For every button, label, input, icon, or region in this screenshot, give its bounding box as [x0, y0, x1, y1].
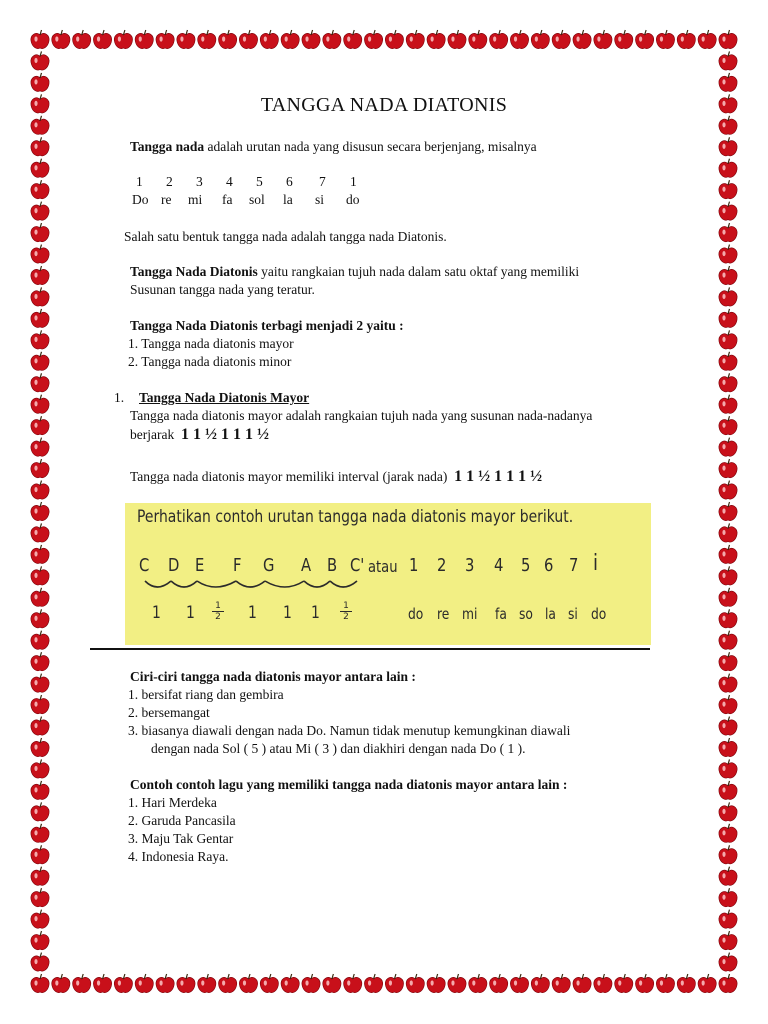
apple-icon: [719, 266, 737, 285]
scale-syllable: la: [545, 605, 556, 623]
note-number: 6: [286, 174, 293, 189]
diatonis-intro: Salah satu bentuk tangga nada adalah tangga nada Diatonis.: [124, 229, 447, 244]
apple-icon: [52, 974, 70, 993]
note-number: 1: [350, 174, 357, 189]
note-number: 2: [166, 174, 173, 189]
note-number: 3: [196, 174, 203, 189]
apple-icon: [31, 695, 49, 714]
apple-icon: [73, 974, 91, 993]
apple-icon: [719, 502, 737, 521]
apple-icon: [31, 974, 49, 993]
apple-icon: [719, 566, 737, 585]
ciri-heading: Ciri-ciri tangga nada diatonis mayor antara lain :: [130, 669, 416, 684]
mayor-berjarak: berjarak: [130, 427, 175, 442]
note-number: 1: [136, 174, 143, 189]
apple-icon: [552, 974, 570, 993]
apple-icon: [260, 30, 278, 49]
apple-icon: [31, 888, 49, 907]
apple-icon: [198, 974, 216, 993]
fraction-numerator: 1: [212, 601, 224, 612]
apple-icon: [719, 373, 737, 392]
intro-paragraph: [130, 138, 537, 156]
apple-icon: [594, 30, 612, 49]
apple-icon: [364, 974, 382, 993]
scale-digit: 5: [521, 555, 531, 576]
apple-icon: [31, 73, 49, 92]
example-box: [125, 503, 651, 645]
scale-letter: E: [195, 555, 205, 576]
interval-whole: 1: [186, 603, 195, 623]
apple-icon: [719, 974, 737, 993]
scale-syllable: do: [408, 605, 424, 623]
apple-icon: [427, 30, 445, 49]
apple-icon: [719, 245, 737, 264]
scale-digit: 7: [569, 555, 579, 576]
apple-icon: [719, 30, 737, 49]
fraction-denominator: 2: [215, 612, 221, 622]
apple-icon: [31, 953, 49, 972]
apple-icon: [719, 674, 737, 693]
fraction-denominator: 2: [343, 612, 349, 622]
apple-icon: [31, 459, 49, 478]
apple-icon: [719, 545, 737, 564]
scale-letter: C': [350, 555, 365, 576]
scale-letter: B: [327, 555, 338, 576]
apple-icon: [719, 330, 737, 349]
apple-icon: [31, 330, 49, 349]
definition-term: Tangga Nada Diatonis: [130, 264, 258, 279]
apple-icon: [719, 953, 737, 972]
apple-icon: [302, 974, 320, 993]
apple-icon: [364, 30, 382, 49]
apple-icon: [31, 631, 49, 650]
fraction-numerator: 1: [340, 601, 352, 612]
mayor-intervals: 1 1 ½ 1 1 1 ½: [180, 426, 269, 443]
apple-icon: [719, 888, 737, 907]
song-item: 1. Hari Merdeka: [128, 795, 217, 810]
apple-icon: [31, 137, 49, 156]
apple-icon: [719, 631, 737, 650]
intro-text: adalah urutan nada yang disusun secara berjenjang, misalnya: [204, 139, 537, 154]
apple-icon: [239, 974, 257, 993]
ciri-item: 1. bersifat riang dan gembira: [128, 687, 284, 702]
apple-icon: [31, 51, 49, 70]
apple-icon: [719, 931, 737, 950]
atau-label: atau: [368, 557, 398, 576]
apple-icon: [31, 738, 49, 757]
apple-icon: [719, 695, 737, 714]
apple-icon: [31, 245, 49, 264]
note-number: 4: [226, 174, 233, 189]
scale-syllable: do: [591, 605, 607, 623]
apple-icon: [552, 30, 570, 49]
mayor-number: 1.: [114, 390, 125, 405]
interval-arcs: [143, 577, 365, 597]
apple-icon: [510, 30, 528, 49]
apple-icon: [31, 652, 49, 671]
scale-digit: 6: [544, 555, 554, 576]
apple-icon: [490, 30, 508, 49]
apple-icon: [281, 30, 299, 49]
apple-icon: [31, 481, 49, 500]
note-number: 7: [319, 174, 326, 189]
apple-icon: [31, 30, 49, 49]
scale-syllable: mi: [462, 605, 478, 623]
scale-digit: 4: [494, 555, 504, 576]
song-item: 4. Indonesia Raya.: [128, 849, 229, 864]
apple-icon: [573, 974, 591, 993]
definition-text: yaitu rangkaian tujuh nada dalam satu oktaf yang memiliki: [257, 264, 580, 279]
apple-icon: [31, 609, 49, 628]
apple-icon: [406, 974, 424, 993]
apple-icon: [531, 30, 549, 49]
apple-icon: [31, 266, 49, 285]
scale-letter: F: [233, 555, 242, 576]
scale-syllable: fa: [495, 605, 507, 623]
apple-icon: [302, 30, 320, 49]
apple-icon: [31, 674, 49, 693]
apple-icon: [31, 910, 49, 929]
apple-icon: [31, 824, 49, 843]
apple-icon: [719, 395, 737, 414]
contoh-heading: Contoh contoh lagu yang memiliki tangga nada diatonis mayor antara lain :: [130, 777, 568, 792]
apple-icon: [719, 781, 737, 800]
apple-icon: [677, 30, 695, 49]
note-solfege: re: [161, 192, 172, 207]
apple-icon: [31, 223, 49, 242]
apple-icon: [573, 30, 591, 49]
note-number: 5: [256, 174, 263, 189]
interval-half: [340, 601, 352, 622]
scale-letter: C: [139, 555, 150, 576]
apple-icon: [31, 867, 49, 886]
apple-icon: [31, 438, 49, 457]
apple-icon: [239, 30, 257, 49]
apple-icon: [719, 588, 737, 607]
apple-icon: [719, 223, 737, 242]
apple-icon: [31, 287, 49, 306]
apple-icon: [719, 309, 737, 328]
apple-icon: [656, 30, 674, 49]
apple-icon: [719, 652, 737, 671]
apple-icon: [31, 416, 49, 435]
interval-line: [130, 468, 542, 486]
apple-icon: [93, 974, 111, 993]
apple-icon: [719, 523, 737, 542]
ciri-item: 2. bersemangat: [128, 705, 210, 720]
scale-digit-high-do: i: [593, 551, 599, 576]
apple-icon: [719, 438, 737, 457]
apple-icon: [719, 910, 737, 929]
apple-icon: [594, 974, 612, 993]
note-solfege: si: [315, 192, 325, 207]
apple-icon: [31, 159, 49, 178]
apple-icon: [135, 974, 153, 993]
scale-letter: D: [168, 555, 180, 576]
section-divider: [90, 648, 650, 650]
scale-letter: A: [301, 555, 312, 576]
mayor-definition: Tangga nada diatonis mayor adalah rangkaian tujuh nada yang susunan nada-nadanya: [130, 408, 593, 423]
song-item: 3. Maju Tak Gentar: [128, 831, 234, 846]
apple-icon: [719, 717, 737, 736]
apple-icon: [31, 588, 49, 607]
scale-syllable: so: [519, 605, 533, 623]
apple-icon: [510, 974, 528, 993]
apple-icon: [31, 502, 49, 521]
scale-letter: G: [263, 555, 275, 576]
division-heading: Tangga Nada Diatonis terbagi menjadi 2 yaitu :: [130, 318, 404, 333]
apple-icon: [31, 180, 49, 199]
note-solfege: la: [283, 192, 293, 207]
interval-values: 1 1 ½ 1 1 1 ½: [454, 468, 543, 485]
apple-icon: [281, 974, 299, 993]
apple-icon: [698, 30, 716, 49]
apple-icon: [31, 202, 49, 221]
interval-half: [212, 601, 224, 622]
apple-icon: [719, 73, 737, 92]
apple-icon: [31, 545, 49, 564]
apple-icon: [156, 30, 174, 49]
apple-icon: [31, 395, 49, 414]
example-heading: Perhatikan contoh urutan tangga nada diatonis mayor berikut.: [137, 507, 574, 527]
apple-icon: [344, 30, 362, 49]
ciri-item-continuation: dengan nada Sol ( 5 ) atau Mi ( 3 ) dan diakhiri dengan nada Do ( 1 ).: [151, 741, 526, 756]
mayor-heading: Tangga Nada Diatonis Mayor: [139, 390, 310, 405]
apple-icon: [719, 459, 737, 478]
apple-icon: [615, 30, 633, 49]
apple-icon: [698, 974, 716, 993]
song-item: 2. Garuda Pancasila: [128, 813, 236, 828]
intro-term: Tangga nada: [130, 139, 205, 154]
apple-icon: [31, 845, 49, 864]
apple-icon: [448, 974, 466, 993]
apple-icon: [31, 759, 49, 778]
apple-icon: [177, 30, 195, 49]
apple-icon: [31, 373, 49, 392]
note-solfege: sol: [249, 192, 265, 207]
interval-whole: 1: [152, 603, 161, 623]
apple-icon: [31, 352, 49, 371]
apple-icon: [469, 30, 487, 49]
apple-icon: [219, 974, 237, 993]
apple-icon: [31, 931, 49, 950]
division-item: 1. Tangga nada diatonis mayor: [128, 336, 294, 351]
interval-whole: 1: [248, 603, 257, 623]
apple-icon: [260, 974, 278, 993]
interval-text: Tangga nada diatonis mayor memiliki interval (jarak nada): [130, 469, 448, 484]
apple-icon: [719, 287, 737, 306]
note-solfege: Do: [132, 192, 149, 207]
apple-icon: [427, 974, 445, 993]
division-item: 2. Tangga nada diatonis minor: [128, 354, 292, 369]
scale-syllable: si: [568, 605, 578, 623]
apple-icon: [719, 352, 737, 371]
apple-icon: [344, 974, 362, 993]
apple-icon: [323, 30, 341, 49]
apple-icon: [406, 30, 424, 49]
apple-icon: [635, 30, 653, 49]
definition-line-2: Susunan tangga nada yang teratur.: [130, 282, 315, 297]
apple-icon: [31, 523, 49, 542]
apple-icon: [719, 824, 737, 843]
scale-digit: 1: [409, 555, 419, 576]
apple-icon: [114, 974, 132, 993]
interval-whole: 1: [311, 603, 320, 623]
apple-icon: [114, 30, 132, 49]
interval-whole: 1: [283, 603, 292, 623]
apple-icon: [719, 738, 737, 757]
apple-icon: [719, 137, 737, 156]
apple-icon: [385, 974, 403, 993]
apple-icon: [135, 30, 153, 49]
apple-icon: [719, 609, 737, 628]
apple-icon: [219, 30, 237, 49]
apple-icon: [656, 974, 674, 993]
apple-icon: [635, 974, 653, 993]
apple-icon: [719, 416, 737, 435]
apple-icon: [719, 180, 737, 199]
apple-icon: [677, 974, 695, 993]
apple-icon: [385, 30, 403, 49]
apple-icon: [52, 30, 70, 49]
apple-icon: [198, 30, 216, 49]
definition-line-1: [130, 263, 579, 281]
apple-icon: [719, 159, 737, 178]
page-title: TANGGA NADA DIATONIS: [260, 94, 508, 116]
note-solfege: do: [346, 192, 360, 207]
apple-icon: [719, 867, 737, 886]
apple-icon: [177, 974, 195, 993]
apple-icon: [719, 481, 737, 500]
apple-icon: [31, 781, 49, 800]
apple-icon: [719, 802, 737, 821]
apple-icon: [31, 566, 49, 585]
apple-icon: [719, 759, 737, 778]
scale-digit: 3: [465, 555, 475, 576]
mayor-interval-line: [130, 426, 269, 444]
apple-icon: [719, 51, 737, 70]
apple-icon: [531, 974, 549, 993]
note-solfege: fa: [222, 192, 233, 207]
apple-icon: [490, 974, 508, 993]
ciri-item: 3. biasanya diawali dengan nada Do. Namun tidak menutup kemungkinan diawali: [128, 723, 571, 738]
apple-icon: [469, 974, 487, 993]
apple-icon: [719, 116, 737, 135]
apple-icon: [31, 717, 49, 736]
apple-icon: [323, 974, 341, 993]
note-solfege: mi: [188, 192, 203, 207]
apple-icon: [93, 30, 111, 49]
apple-icon: [31, 802, 49, 821]
apple-icon: [156, 974, 174, 993]
scale-digit: 2: [437, 555, 447, 576]
scale-syllable: re: [437, 605, 450, 623]
apple-icon: [615, 974, 633, 993]
apple-icon: [719, 202, 737, 221]
apple-icon: [31, 309, 49, 328]
apple-icon: [719, 845, 737, 864]
apple-icon: [31, 116, 49, 135]
apple-icon: [448, 30, 466, 49]
apple-icon: [73, 30, 91, 49]
